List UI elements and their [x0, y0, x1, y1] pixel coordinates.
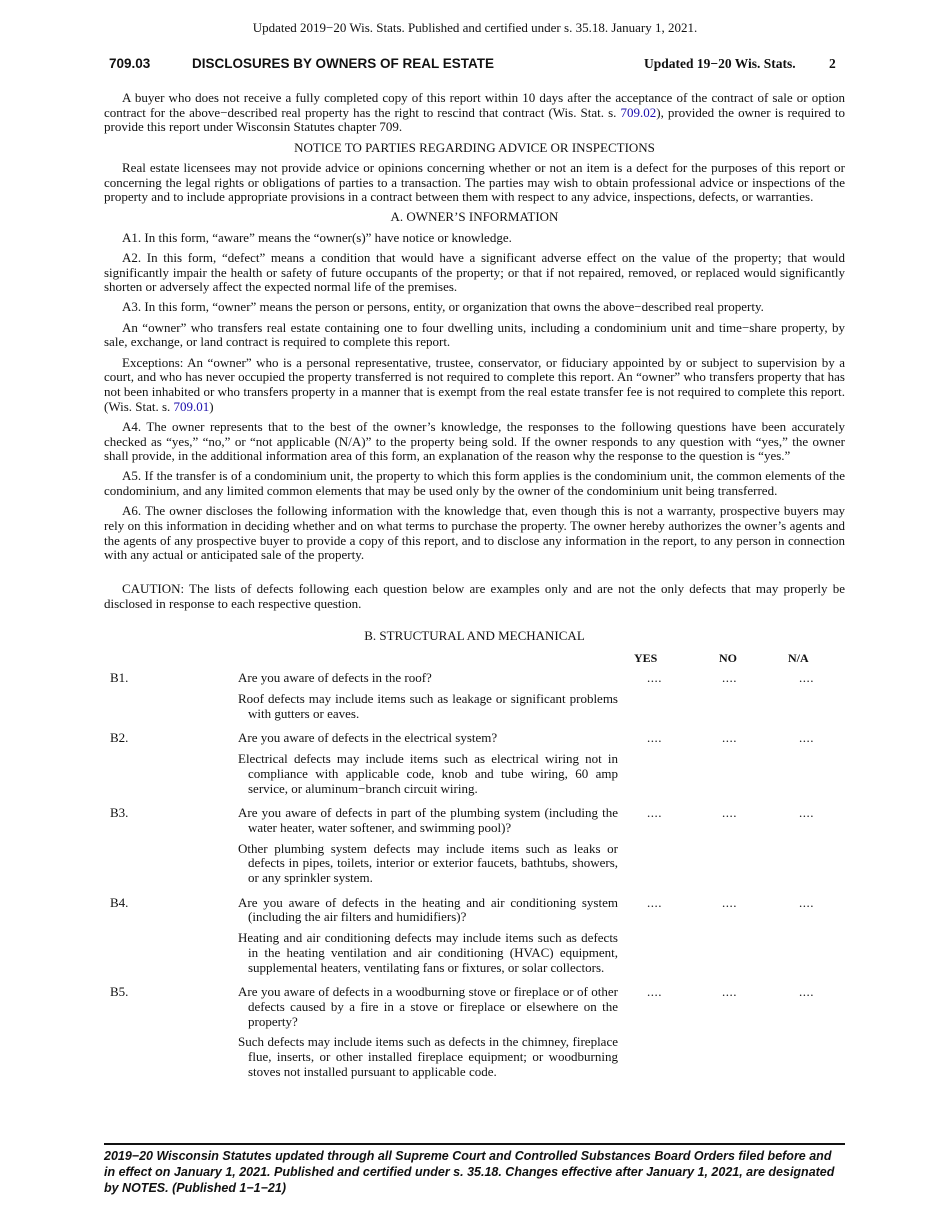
question-note: Heating and air conditioning defects may include items such as defects in the heating ventilation and air conditioning (HVAC) equipment, supplemental heaters, ventilating fans or fixtures, or solar collectors.	[238, 930, 618, 975]
question-b3	[104, 806, 845, 886]
no-answer-blank[interactable]: ....	[722, 670, 737, 686]
page-header	[0, 57, 950, 77]
answer-column-headers	[104, 649, 845, 671]
na-answer-blank[interactable]: ....	[799, 730, 814, 746]
na-answer-blank[interactable]: ....	[799, 984, 814, 1000]
question-text: Are you aware of defects in the electrical system?	[238, 730, 498, 746]
no-column-header: NO	[719, 651, 737, 666]
notice-heading: NOTICE TO PARTIES REGARDING ADVICE OR INSPECTIONS	[294, 139, 655, 155]
question-text: Are you aware of defects in a woodburning stove or fireplace or of other defects caused by a fire in a stove or fireplace or elsewhere on the property?	[238, 984, 618, 1029]
question-id: B4.	[110, 894, 129, 910]
question-b5	[104, 985, 845, 1079]
paragraph-a3-owner: An “owner” who transfers real estate containing one to four dwelling units, including a condominium unit and time−share property, by sale, exchange, or land contract is required to complete this report.	[104, 319, 845, 350]
yes-answer-blank[interactable]: ....	[647, 894, 662, 910]
paragraph-a6: A6. The owner discloses the following information with the knowledge that, even though this is not a warranty, prospective buyers may rely on this information in deciding whether and on what terms to purchase the property. The owner hereby authorizes the owner’s agents and the agents of any prospective buyer to provide a copy of this report, and to disclose any information in the report, to any person in connection with any actual or anticipated sale of the property.	[104, 503, 845, 563]
no-answer-blank[interactable]: ....	[722, 730, 737, 746]
paragraph-a2: A2. In this form, “defect” means a condition that would have a significant adverse effect on the value of the property; that would significantly impair the health or safety of future occupants of the property; or that if not repaired, removed, or replaced would significantly shorten or adversely affect the expected normal life of the premises.	[104, 249, 845, 295]
question-b2	[104, 731, 845, 796]
question-row	[104, 896, 845, 925]
question-id: B2.	[110, 730, 129, 746]
question-b4	[104, 896, 845, 976]
question-id: B1.	[110, 670, 129, 686]
section-number: 709.03	[109, 56, 151, 71]
question-id: B5.	[110, 984, 129, 1000]
updated-label: Updated 19−20 Wis. Stats.	[644, 56, 796, 71]
na-answer-blank[interactable]: ....	[799, 805, 814, 821]
yes-answer-blank[interactable]: ....	[647, 805, 662, 821]
question-text: Are you aware of defects in part of the plumbing system (including the water heater, water softener, and swimming pool)?	[238, 805, 618, 835]
paragraph-a5: A5. If the transfer is of a condominium unit, the property to which this form applies is the condominium unit, the common elements of the condominium, and any limited common elements that may be used only by the owner of the condominium unit being transferred.	[104, 468, 845, 499]
no-answer-blank[interactable]: ....	[722, 894, 737, 910]
main-content	[104, 91, 845, 1089]
top-banner: Updated 2019−20 Wis. Stats. Published and certified under s. 35.18. January 1, 2021.	[252, 20, 698, 35]
section-b-heading: B. STRUCTURAL AND MECHANICAL	[364, 627, 585, 643]
statute-link-709-01[interactable]: 709.01	[173, 398, 210, 414]
question-text: Are you aware of defects in the roof?	[238, 670, 432, 686]
question-row	[104, 731, 845, 746]
question-note: Other plumbing system defects may include items such as leaks or defects in pipes, toilets, interior or exterior faucets, bathtubs, showers, or any sprinkler system.	[238, 840, 618, 886]
yes-column-header: YES	[634, 651, 658, 666]
question-note: Electrical defects may include items such as electrical wiring not in compliance with applicable code, knob and tube wiring, 60 amp service, or aluminum−branch circuit wiring.	[238, 751, 618, 796]
no-answer-blank[interactable]: ....	[722, 984, 737, 1000]
question-row	[104, 671, 845, 686]
caution-paragraph: CAUTION: The lists of defects following each question below are examples only and are not the only defects that may properly be disclosed in response to each respective question.	[104, 581, 845, 611]
na-answer-blank[interactable]: ....	[799, 670, 814, 686]
question-row	[104, 806, 845, 835]
rescind-paragraph: A buyer who does not receive a fully completed copy of this report within 10 days after the acceptance of the contract of sale or option contract for the above−described real property has the right to rescind that contract (Wis. Stat. s. 709.02), provided the owner is required to provide this report under Wisconsin Statutes chapter 709.	[104, 90, 845, 135]
yes-answer-blank[interactable]: ....	[647, 730, 662, 746]
exceptions-paragraph: Exceptions: An “owner” who is a personal representative, trustee, conservator, or fiduciary appointed by or subject to supervision by a court, and who has never occupied the property transferred is not required to complete this report. An “owner” who transfers property that has not been inhabited or who transfers property in a manner that is exempt from the real estate transfer fee is not required to complete this report. (Wis. Stat. s. 709.01)	[104, 354, 845, 414]
page-title: DISCLOSURES BY OWNERS OF REAL ESTATE	[192, 56, 495, 71]
question-text: Are you aware of defects in the heating and air conditioning system (including the air filters and humidifiers)?	[238, 894, 618, 925]
na-answer-blank[interactable]: ....	[799, 894, 814, 910]
section-a-heading: A. OWNER’S INFORMATION	[390, 209, 559, 225]
notice-paragraph: Real estate licensees may not provide advice or opinions concerning whether or not an item is a defect for the purposes of this report or concerning the legal rights or obligations of parties to a transaction. The parties may wish to obtain professional advice or inspections of the property and to include appropriate provisions in a contract between them with respect to any advice, inspections, defects, or warranties.	[104, 159, 845, 205]
yes-answer-blank[interactable]: ....	[647, 670, 662, 686]
yes-answer-blank[interactable]: ....	[647, 984, 662, 1000]
page-number: 2	[829, 56, 836, 71]
question-note: Roof defects may include items such as leakage or significant problems with gutters or eaves.	[238, 691, 618, 721]
page-footer: 2019−20 Wisconsin Statutes updated through all Supreme Court and Controlled Substances Board Orders filed before and in effect on January 1, 2021. Published and certified under s. 35.18. Changes effective after January 1, 2021, are designated by NOTES. (Published 1−1−21)	[104, 1143, 845, 1196]
statute-link-709-02[interactable]: 709.02	[620, 104, 657, 120]
paragraph-a1: A1. In this form, “aware” means the “owner(s)” have notice or knowledge.	[122, 229, 512, 245]
question-note: Such defects may include items such as defects in the chimney, fireplace flue, inserts, or other installed fireplace equipment; or woodburning stoves not installed pursuant to applicable code.	[238, 1034, 618, 1079]
question-id: B3.	[110, 805, 129, 821]
na-column-header: N/A	[788, 651, 809, 666]
paragraph-a3: A3. In this form, “owner” means the person or persons, entity, or organization that owns the above−described real property.	[122, 299, 764, 315]
paragraph-a4: A4. The owner represents that to the best of the owner’s knowledge, the responses to the following questions have been accurately checked as “yes,” “no,” or “not applicable (N/A)” to the property being sold. If the owner responds to any question with “yes,” the owner shall provide, in the additional information area of this form, an explanation of the reason why the response to the question is “yes.”	[104, 418, 845, 464]
question-b1	[104, 671, 845, 721]
no-answer-blank[interactable]: ....	[722, 805, 737, 821]
question-row	[104, 985, 845, 1029]
